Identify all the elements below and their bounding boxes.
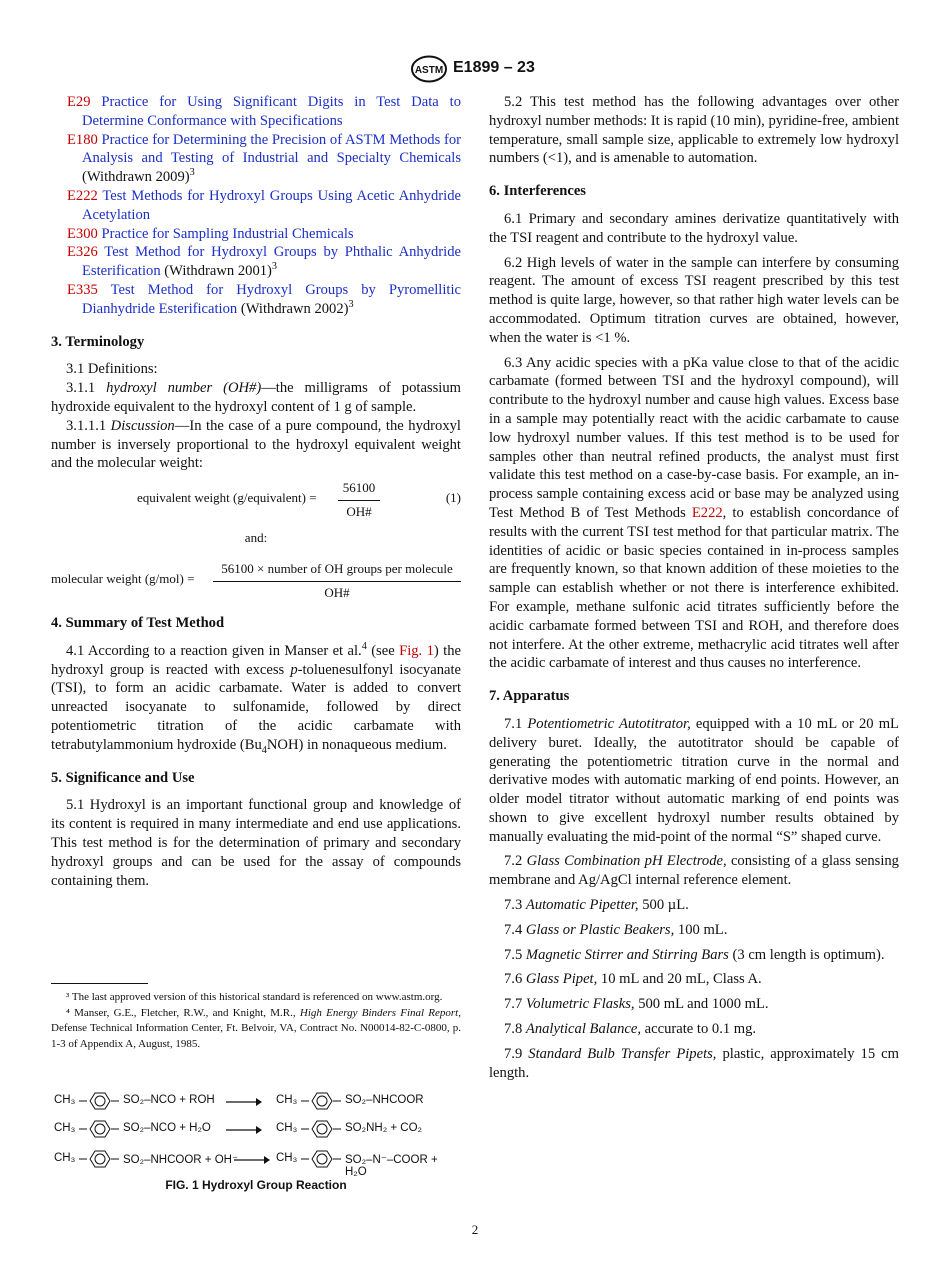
apparatus-item — [489, 1020, 899, 1039]
page-number: 2 — [471, 1222, 479, 1237]
footnote-4-title: High Energy Binders Final Report — [299, 1006, 459, 1019]
definition-text: —the milligrams of potassium hydroxide equivalent to the hydroxyl content of 1 g of sample. — [51, 380, 461, 415]
methyl-label: CH₃ — [276, 1152, 298, 1164]
item-number: 7.1 — [504, 715, 523, 732]
item-text: equipped with a 10 mL or 20 mL delivery buret. Ideally, the autotitrator should be capable of generating the potentiometric titration curve in the normal and derivative modes with automatic marking of end points. However, an older model titrator without automatic marking of end points was shown to give excellent hydroxyl number results obtained by manually evaluating the mid-point of the normal “S” shaped curve. — [489, 715, 899, 845]
item-term: Volumetric Flasks, — [525, 996, 635, 1013]
term: hydroxyl number (OH#) — [106, 380, 262, 397]
item-text: 500 mL and 1000 mL. — [634, 996, 769, 1013]
footnote-3: ³ The last approved version of this historical standard is referenced on www.astm.org. — [66, 991, 443, 1003]
figure-1 — [51, 1088, 461, 1198]
item-term: Analytical Balance, — [525, 1021, 641, 1038]
paragraph-number: 3.1.1 — [66, 380, 96, 397]
equation-lhs: equivalent weight (g/equivalent) = — [137, 490, 317, 506]
products-label: SO₂–N⁻–COOR + H₂O — [345, 1154, 438, 1178]
astm-logo-icon — [410, 55, 448, 83]
section-heading-interferences: 6. Interferences — [489, 183, 586, 200]
item-text: 100 mL. — [674, 921, 728, 938]
reference-item — [51, 93, 461, 131]
methyl-label: CH₃ — [54, 1122, 76, 1134]
reference-item — [51, 131, 461, 187]
products-label: SO₂–NHCOOR — [345, 1094, 424, 1106]
reference-code[interactable]: E180 — [67, 131, 98, 148]
p41-text-e: NOH) in nonaqueous medium. — [266, 736, 447, 753]
item-text: 500 µL. — [638, 897, 689, 914]
p41-italic: p — [290, 661, 298, 678]
footnote-marker: 3 — [271, 261, 278, 273]
apparatus-item — [489, 995, 899, 1014]
footnote-4 — [51, 1006, 461, 1053]
reactants-label: SO₂–NCO + ROH — [123, 1094, 215, 1106]
item-text: (3 cm length is optimum). — [728, 946, 885, 963]
apparatus-item — [489, 852, 899, 890]
item-text: 10 mL and 20 mL, Class A. — [597, 971, 762, 988]
paragraph-5-1: 5.1 Hydroxyl is an important functional group and knowledge of its content is required in many intermediate and end use applications. This test method is for the determination of primary and secondary hydroxyl groups and can be used for the assay of compounds containing them. — [51, 797, 461, 889]
item-number: 7.3 — [504, 897, 523, 914]
paragraph-6-1: 6.1 Primary and secondary amines derivatize quantitatively with the TSI reagent and contribute to the hydroxyl value. — [489, 210, 899, 246]
denominator: OH# — [324, 584, 350, 600]
reference-item — [51, 281, 461, 319]
footnotes — [51, 990, 461, 1052]
reference-list — [51, 93, 461, 319]
item-number: 7.8 — [504, 1021, 523, 1038]
item-number: 7.7 — [504, 996, 523, 1013]
section-heading-significance: 5. Significance and Use — [51, 769, 195, 786]
reference-title[interactable]: Practice for Using Significant Digits in Test Data to Determine Conformance with Specifications — [82, 94, 461, 129]
benzene-ring-icon — [79, 1118, 119, 1140]
p41-text-a: 4.1 According to a reaction given in Manser et al. — [66, 642, 362, 659]
item-number: 7.2 — [504, 853, 523, 870]
equation-fraction — [213, 560, 461, 603]
item-term: Glass Combination pH Electrode, — [526, 853, 727, 870]
item-term: Automatic Pipetter, — [525, 897, 639, 914]
methyl-label: CH₃ — [276, 1122, 298, 1134]
p41-text-c: ) the hydroxyl group is reacted with excess — [51, 642, 461, 678]
arrow-right-icon — [234, 1156, 270, 1164]
reference-title[interactable]: Practice for Determining the Precision of ASTM Methods for Analysis and Testing of Industrial and Specialty Chemicals — [82, 131, 461, 167]
reference-code[interactable]: E300 — [67, 225, 98, 242]
paragraph-number: 3.1.1.1 — [66, 417, 107, 434]
reference-item — [51, 243, 461, 281]
item-term: Standard Bulb Transfer Pipets, — [528, 1045, 717, 1062]
reference-code[interactable]: E222 — [67, 187, 98, 204]
reference-note: (Withdrawn 2009) — [82, 169, 190, 186]
conjunction: and: — [244, 530, 268, 546]
denominator: OH# — [346, 503, 372, 519]
methyl-label: CH₃ — [276, 1094, 298, 1106]
footnote-marker: 3 — [348, 298, 354, 310]
reference-code[interactable]: E326 — [67, 244, 98, 261]
reaction-row — [51, 1118, 461, 1142]
item-text: consisting of a glass sensing membrane and Ag/AgCl internal reference element. — [489, 853, 899, 889]
paragraph-6-3 — [489, 354, 899, 674]
numerator: 56100 × number of OH groups per molecule — [213, 560, 461, 582]
p63-text-b: , to establish concordance of results with the current TSI test method for that particular matrix. The identities of acidic or basic species contained in in-process samples are frequently known, so that known addition of these moieties to the sample can establish whether or not there is interference exhibited. For example, methane sulfonic acid titrates sufficiently before the acidic carbamate formed between TSI and ROH, and therefore does not interfere. At the other extreme, methacrylic acid titrates well after the acidic carbamate of interest and thus causes no interference. — [489, 504, 899, 672]
document-id: E1899 – 23 — [453, 59, 535, 76]
methyl-label: CH₃ — [54, 1152, 76, 1164]
p41-text-d: -toluenesulfonyl isocyanate (TSI), to form an acidic carbamate. Water is added to convert unreacted isocyanate to sulfonamide, followed by direct potentiometric titration of the acidic carbamate with tetrabutylammonium hydroxide (Bu — [51, 661, 461, 753]
paragraph-3-1-1-1 — [51, 417, 461, 473]
item-number: 7.9 — [504, 1045, 523, 1062]
reference-note: (Withdrawn 2002) — [237, 300, 349, 317]
paragraph-3-1 — [51, 360, 461, 379]
page-header — [0, 55, 950, 85]
paragraph-3-1-1 — [51, 379, 461, 417]
reference-note: (Withdrawn 2001) — [160, 263, 272, 280]
figure-link[interactable]: Fig. 1 — [399, 642, 434, 659]
footnote-4-text-b: , Defense Technical Information Center, Ft. Belvoir, VA, Contract No. N00014-82-C-0800, p. 1-3 of Appendix A, August, 1985. — [51, 1006, 461, 1050]
apparatus-item — [489, 946, 899, 965]
apparatus-item — [489, 715, 899, 847]
discussion-text: —In the case of a pure compound, the hydroxyl number is inversely proportional to the hydroxyl equivalent weight and the molecular weight: — [51, 417, 461, 472]
term: Discussion — [110, 417, 175, 434]
arrow-right-icon — [226, 1126, 262, 1134]
footnote-divider — [51, 983, 148, 984]
equation-fraction — [338, 479, 380, 522]
paragraph-4-1 — [51, 642, 461, 755]
products-label: SO₂NH₂ + CO₂ — [345, 1122, 422, 1134]
paragraph-6-2: 6.2 High levels of water in the sample can interfere by consuming reagent. The amount of excess TSI reagent prescribed by this test method is quite large, however, so that rather high water levels can be accommodated. Optimum titration curves are obtained, however, when the water is <1 %. — [489, 254, 899, 346]
benzene-ring-icon — [79, 1090, 119, 1112]
equation-2 — [51, 560, 461, 600]
equation-lhs: molecular weight (g/mol) = — [51, 570, 195, 586]
item-term: Potentiometric Autotitrator, — [527, 715, 691, 732]
item-number: 7.4 — [504, 921, 523, 938]
item-text: accurate to 0.1 mg. — [641, 1021, 757, 1038]
right-column — [489, 93, 899, 1088]
footnote-marker: 3 — [189, 167, 195, 179]
section-heading-terminology: 3. Terminology — [51, 333, 145, 350]
section-heading-summary: 4. Summary of Test Method — [51, 614, 225, 631]
item-number: 7.6 — [504, 971, 523, 988]
item-term: Glass or Plastic Beakers, — [525, 921, 675, 938]
reaction-row — [51, 1148, 461, 1178]
reactants-label: SO₂–NHCOOR + OH⁻ — [123, 1154, 239, 1166]
item-term: Magnetic Stirrer and Stirring Bars — [525, 946, 729, 963]
standard-link[interactable]: E222 — [691, 504, 723, 521]
reaction-row — [51, 1090, 461, 1114]
reference-title[interactable]: Test Methods for Hydroxyl Groups Using Acetic Anhydride Acetylation — [82, 187, 461, 223]
reference-code[interactable]: E335 — [67, 281, 98, 298]
benzene-ring-icon — [79, 1148, 119, 1170]
apparatus-item — [489, 896, 899, 915]
subscript: 4 — [261, 744, 267, 756]
paragraph-5-2: 5.2 This test method has the following advantages over other hydroxyl number methods: It is rapid (10 min), pyridine-free, ambient temperature, small sample size, applicable to extremely low hydroxyl numbers (<1), and is amenable to automation. — [489, 94, 899, 167]
left-column — [51, 93, 461, 896]
paragraph-3-1-text: 3.1 Definitions: — [66, 361, 158, 378]
apparatus-item — [489, 921, 899, 940]
equation-number: (1) — [445, 490, 461, 506]
reference-title[interactable]: Test Method for Hydroxyl Groups by Phthalic Anhydride Esterification — [82, 244, 461, 280]
item-term: Glass Pipet, — [525, 971, 598, 988]
numerator: 56100 — [338, 479, 380, 501]
logo-text: ASTM — [414, 65, 444, 76]
footnote-4-text-a: ⁴ Manser, G.E., Fletcher, R.W., and Knight, M.R., — [66, 1006, 300, 1019]
item-text: plastic, approximately 15 cm length. — [489, 1045, 899, 1081]
arrow-right-icon — [226, 1098, 262, 1106]
equation-1 — [51, 479, 461, 519]
p63-text-a: 6.3 Any acidic species with a pKa value close to that of the acidic carbamate (formed between TSI and the hydroxyl compound), will contribute to the hydroxyl number and cause high values. Excess base in a sample may potentially react with the acidic carbamate to cause low hydroxyl number values. If this test method is to be used for samples other than neutral refined products, the analyst must first validate this test method on a case-by-case basis. For example, an in-process sample containing excess acid or base may be analyzed using Test Method B of Test Methods — [489, 354, 899, 521]
benzene-ring-icon — [301, 1118, 341, 1140]
apparatus-item — [489, 970, 899, 989]
methyl-label: CH₃ — [54, 1094, 76, 1106]
footnote-marker: 4 — [361, 640, 367, 652]
reactants-label: SO₂–NCO + H₂O — [123, 1122, 211, 1134]
reference-code[interactable]: E29 — [67, 94, 91, 110]
section-heading-apparatus: 7. Apparatus — [489, 688, 570, 705]
reference-title[interactable]: Test Method for Hydroxyl Groups by Pyromellitic Dianhydride Esterification — [82, 281, 461, 317]
p41-text-b: (see — [366, 642, 400, 659]
reference-item — [51, 225, 461, 244]
benzene-ring-icon — [301, 1148, 341, 1170]
reference-title[interactable]: Practice for Sampling Industrial Chemicals — [101, 225, 354, 242]
figure-caption: FIG. 1 Hydroxyl Group Reaction — [165, 1178, 347, 1192]
item-number: 7.5 — [504, 946, 523, 963]
benzene-ring-icon — [301, 1090, 341, 1112]
reference-item — [51, 187, 461, 225]
apparatus-item — [489, 1045, 899, 1083]
